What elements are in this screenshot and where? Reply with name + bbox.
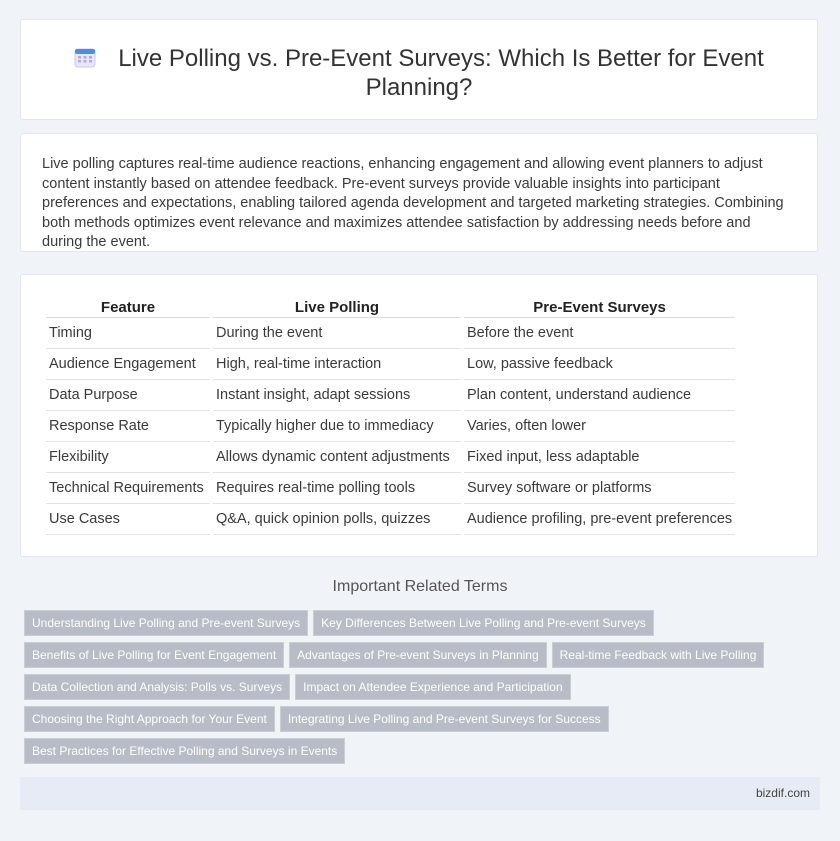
table-row	[46, 380, 735, 411]
header-feature: Feature	[46, 297, 210, 318]
related-term-tag[interactable]: Advantages of Pre-event Surveys in Planning	[289, 642, 546, 668]
comparison-card	[20, 274, 818, 557]
tag-row	[24, 610, 804, 642]
table-row	[46, 318, 735, 349]
table-row	[46, 411, 735, 442]
table-cell: Flexibility	[46, 442, 210, 473]
table-cell: Technical Requirements	[46, 473, 210, 504]
header-live-polling: Live Polling	[213, 297, 461, 318]
table-row	[46, 473, 735, 504]
table-row	[46, 504, 735, 535]
table-cell: Use Cases	[46, 504, 210, 535]
related-term-tag[interactable]: Impact on Attendee Experience and Participation	[295, 674, 571, 700]
table-cell: Survey software or platforms	[464, 473, 735, 504]
table-row	[46, 442, 735, 473]
table-cell: Before the event	[464, 318, 735, 349]
related-term-tag[interactable]: Key Differences Between Live Polling and Pre-event Surveys	[313, 610, 654, 636]
header-card	[20, 19, 818, 120]
related-term-tag[interactable]: Choosing the Right Approach for Your Event	[24, 706, 275, 732]
tag-row	[24, 674, 804, 706]
tag-row	[24, 642, 804, 674]
related-term-tag[interactable]: Understanding Live Polling and Pre-event Surveys	[24, 610, 308, 636]
table-cell: Requires real-time polling tools	[213, 473, 461, 504]
table-cell: Plan content, understand audience	[464, 380, 735, 411]
table-cell: Audience profiling, pre-event preferences	[464, 504, 735, 535]
table-cell: Response Rate	[46, 411, 210, 442]
table-cell: Allows dynamic content adjustments	[213, 442, 461, 473]
related-terms-title: Important Related Terms	[332, 578, 508, 595]
related-term-tag[interactable]: Best Practices for Effective Polling and Surveys in Events	[24, 738, 345, 764]
table-cell: Q&A, quick opinion polls, quizzes	[213, 504, 461, 535]
table-header-row	[46, 297, 735, 318]
header-pre-event-surveys: Pre-Event Surveys	[464, 297, 735, 318]
table-cell: During the event	[213, 318, 461, 349]
table-cell: Instant insight, adapt sessions	[213, 380, 461, 411]
intro-card	[20, 133, 818, 252]
related-term-tag[interactable]: Real-time Feedback with Live Polling	[552, 642, 765, 668]
related-term-tag[interactable]: Data Collection and Analysis: Polls vs. Surveys	[24, 674, 290, 700]
table-cell: Timing	[46, 318, 210, 349]
table-cell: Fixed input, less adaptable	[464, 442, 735, 473]
table-cell: Audience Engagement	[46, 349, 210, 380]
related-term-tag[interactable]: Integrating Live Polling and Pre-event Surveys for Success	[280, 706, 609, 732]
table-cell: Low, passive feedback	[464, 349, 735, 380]
tag-row	[24, 706, 804, 738]
comparison-table	[43, 297, 738, 535]
calendar-icon	[74, 46, 96, 68]
table-row	[46, 349, 735, 380]
table-cell: Data Purpose	[46, 380, 210, 411]
table-cell: Varies, often lower	[464, 411, 735, 442]
tag-row	[24, 738, 804, 770]
related-term-tag[interactable]: Benefits of Live Polling for Event Engagement	[24, 642, 284, 668]
table-cell: High, real-time interaction	[213, 349, 461, 380]
table-cell: Typically higher due to immediacy	[213, 411, 461, 442]
footer	[20, 777, 820, 810]
intro-paragraph: Live polling captures real-time audience reactions, enhancing engagement and allowing event planners to adjust content instantly based on attendee feedback. Pre-event surveys provide valuable insights into participant preferences and expectations, enabling tailored agenda development and targeted marketing strategies. Combining both methods optimizes event relevance and maximizes attendee satisfaction by addressing needs before and during the event.	[42, 156, 784, 250]
page-title-wrap	[21, 44, 817, 102]
related-terms-list	[24, 610, 804, 770]
footer-brand[interactable]: bizdif.com	[755, 786, 810, 800]
page-title: Live Polling vs. Pre-Event Surveys: Which Is Better for Event Planning?	[118, 45, 764, 101]
